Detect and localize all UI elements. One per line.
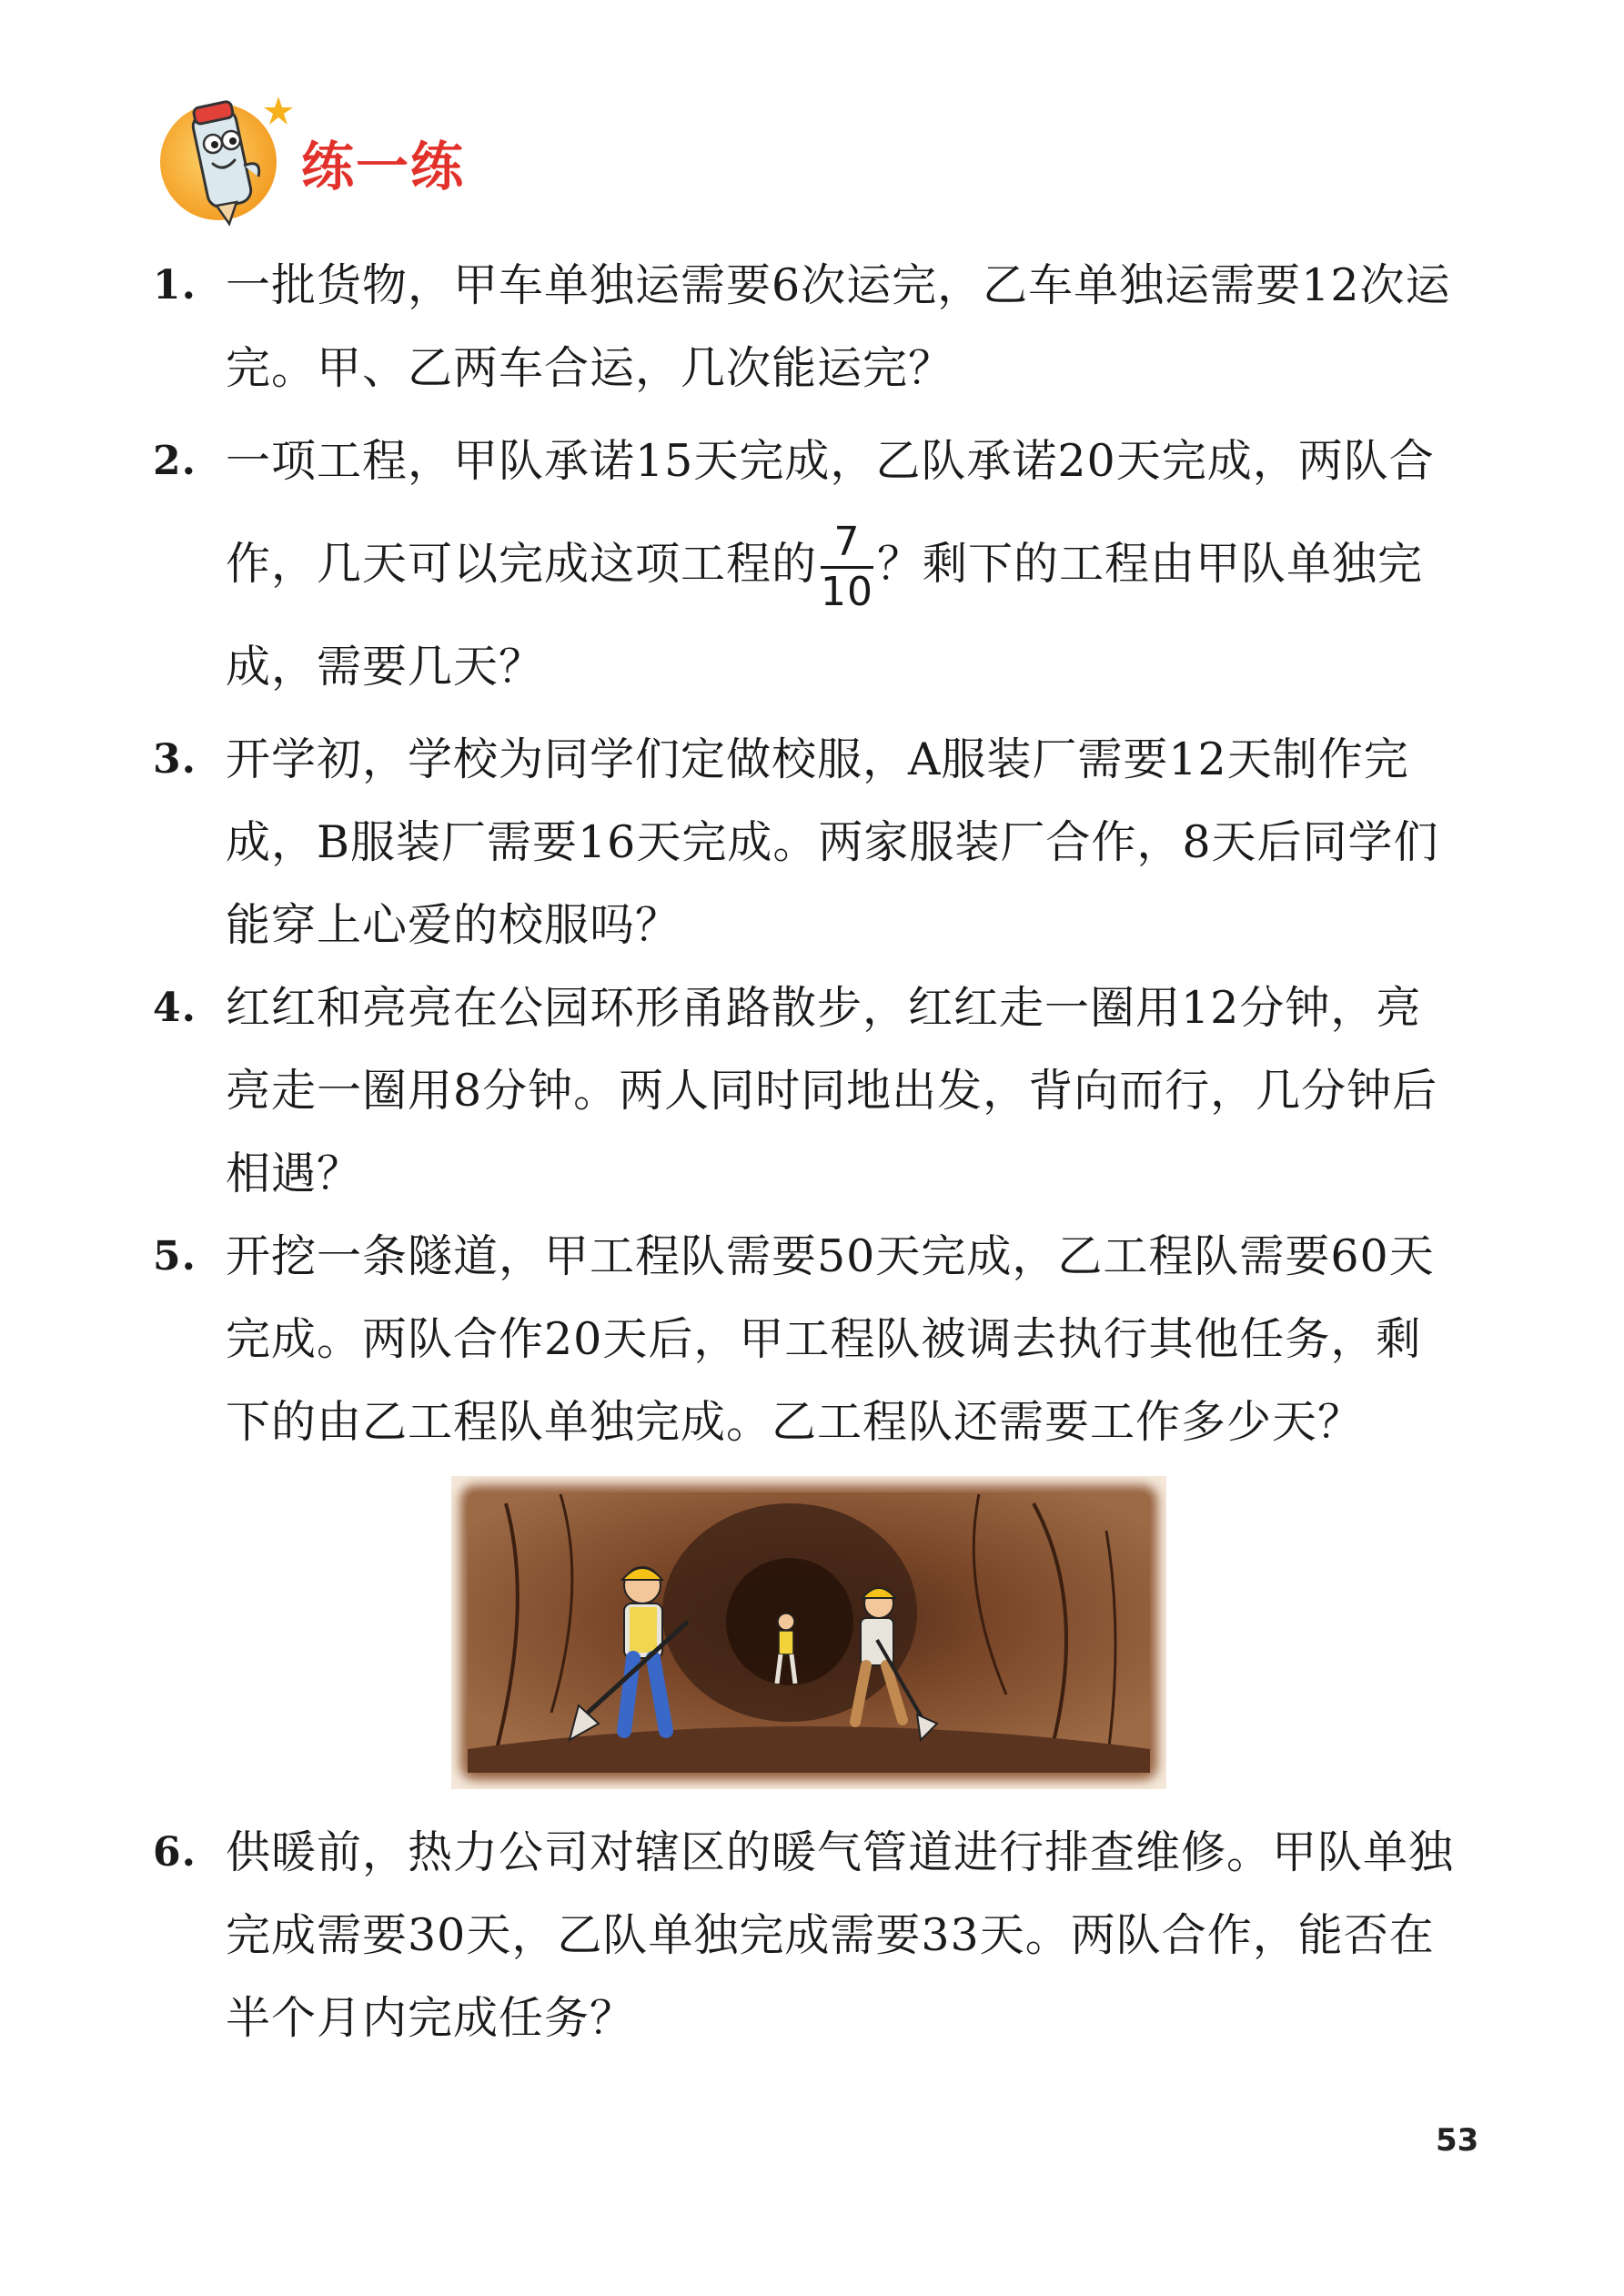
problem-text: 开挖一条隧道，甲工程队需要50天完成，乙工程队需要60天完成。两队合作20天后，甲工程队被调去执行其他任务，剩下的由乙工程队单独完成。乙工程队还需要工作多少天？ xyxy=(226,1230,1435,1448)
problem-number: 4. xyxy=(153,985,197,1031)
problem-1 xyxy=(153,244,1463,410)
fraction-denominator: 10 xyxy=(821,569,874,615)
problem-5 xyxy=(153,1215,1463,1463)
problem-3 xyxy=(153,718,1463,966)
pencil-mascot-icon xyxy=(153,86,298,231)
problem-list xyxy=(153,244,1463,1463)
problem-text: 红红和亮亮在公园环形甬路散步，红红走一圈用12分钟，亮亮走一圈用8分钟。两人同时同地出发，背向而行，几分钟后相遇？ xyxy=(226,982,1438,1199)
problem-6 xyxy=(153,1811,1463,2059)
tunnel-workers-illustration xyxy=(451,1476,1166,1789)
fraction-numerator: 7 xyxy=(821,521,873,569)
fraction xyxy=(821,518,874,615)
problem-text xyxy=(226,410,1463,718)
section-title: 练一练 xyxy=(301,136,466,197)
problem-text-after: ？剩下的工程由甲队单独完成，需要几天？ xyxy=(226,538,1424,693)
problem-2 xyxy=(153,410,1463,718)
problem-text: 一批货物，甲车单独运需要6次运完，乙车单独运需要12次运完。甲、乙两车合运，几次能运完？ xyxy=(226,259,1451,394)
problem-number: 1. xyxy=(153,262,197,308)
problem-number: 2. xyxy=(153,438,197,484)
page-number: 53 xyxy=(1436,2122,1479,2159)
problem-text-before: 一项工程，甲队承诺15天完成，乙队承诺20天完成，两队合作，几天可以完成这项工程的 xyxy=(226,435,1435,590)
problem-number: 5. xyxy=(153,1233,197,1279)
problem-number: 3. xyxy=(153,736,197,783)
section-header xyxy=(153,78,535,224)
problem-list-continued xyxy=(153,1811,1463,2059)
problem-4 xyxy=(153,966,1463,1215)
problem-number: 6. xyxy=(153,1829,197,1876)
problem-text: 开学初，学校为同学们定做校服，A服装厂需要12天制作完成，B服装厂需要16天完成。两家服装厂合作，8天后同学们能穿上心爱的校服吗？ xyxy=(226,733,1439,951)
problem-text: 供暖前，热力公司对辖区的暖气管道进行排查维修。甲队单独完成需要30天，乙队单独完成需要33天。两队合作，能否在半个月内完成任务？ xyxy=(226,1826,1455,2044)
